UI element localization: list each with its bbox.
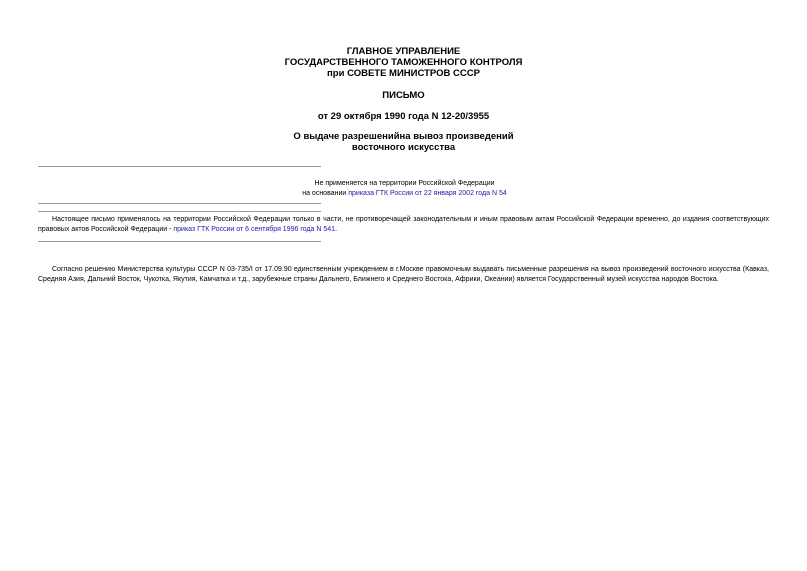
order-1996-link[interactable]: приказ ГТК России от 6 сентября 1996 года N 541: [173, 226, 336, 233]
authority-line: ГОСУДАРСТВЕННОГО ТАМОЖЕННОГО КОНТРОЛЯ: [284, 57, 523, 68]
notice-line: [38, 189, 771, 199]
divider: [38, 203, 321, 204]
divider: [38, 211, 321, 212]
applicability-note: [38, 215, 769, 235]
body-paragraph: Согласно решению Министерства культуры СССР N 03-735/I от 17.09.90 единственным учреждением в г.Москве правомочным выдавать письменные разрешения на вывоз произведений восточного искусства (Кавказ, Средняя Азия, Дальний Восток, Чукотка, Якутия, Камчатка и т.д., зарубежные страны Дальнего, Ближнего и Среднего Востока, Африки, Океании) является Государственный музей искусства народов Востока.: [38, 266, 769, 283]
issuing-authority: [0, 46, 807, 79]
document-subject: [0, 131, 807, 153]
subject-line: восточного искусства: [351, 142, 456, 153]
document-type: ПИСЬМО: [382, 90, 425, 101]
subject-line: О выдаче разрешенийна вывоз произведений: [293, 131, 514, 142]
notice-prefix: на основании: [302, 190, 349, 197]
authority-line: при СОВЕТЕ МИНИСТРОВ СССР: [327, 68, 480, 79]
applicability-text: Настоящее письмо применялось на территории Российской Федерации только в части, не противоречащей законодательным и иным правовым актам Российской Федерации временно, до издания соответствующих правовых актов Российской Федерации -: [38, 216, 769, 233]
notice-line: Не применяется на территории Российской Федерации: [314, 180, 495, 187]
status-notice: [38, 179, 771, 199]
applicability-suffix: .: [335, 226, 338, 233]
order-2002-link[interactable]: приказа ГТК России от 22 января 2002 года N 54: [348, 190, 507, 197]
document-date-number: от 29 октября 1990 года N 12-20/3955: [317, 111, 490, 122]
authority-line: ГЛАВНОЕ УПРАВЛЕНИЕ: [346, 46, 461, 57]
divider: [38, 166, 321, 167]
divider: [38, 241, 321, 242]
